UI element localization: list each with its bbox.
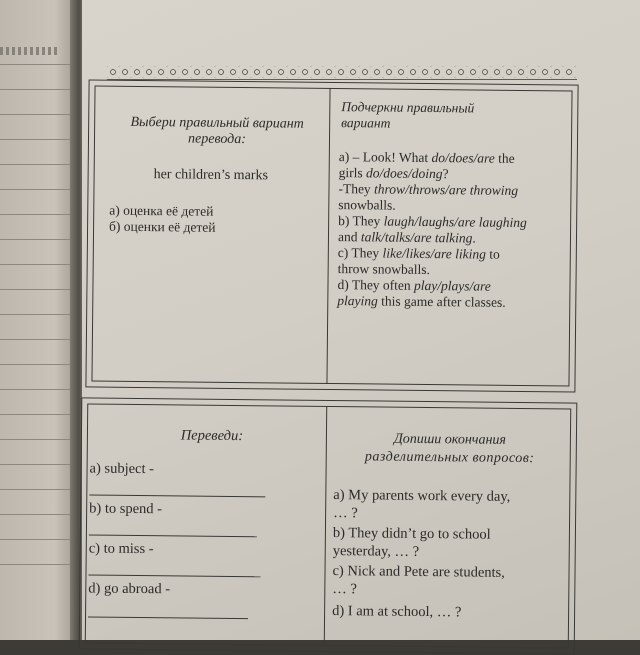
question-line: yesterday, … ? bbox=[332, 543, 420, 560]
question-line: b) They didn’t go to school bbox=[332, 525, 491, 543]
sentence-line: girls do/does/doing? bbox=[338, 165, 449, 182]
top-left-heading-line1: Выбери правильный вариант bbox=[130, 114, 304, 132]
question-line: d) I am at school, … ? bbox=[332, 603, 462, 621]
top-left-option-b: б) оценки её детей bbox=[109, 218, 216, 235]
question-line: … ? bbox=[333, 505, 358, 522]
bottom-left-heading: Переведи: bbox=[180, 427, 244, 445]
top-left-option-a: а) оценка её детей bbox=[109, 202, 214, 219]
left-page-ornament bbox=[0, 47, 60, 55]
top-left-heading-line2: перевода: bbox=[187, 131, 247, 148]
sentence-line: and talk/talks/are talking. bbox=[337, 229, 476, 246]
question-line: … ? bbox=[332, 581, 357, 598]
top-right-heading-line1: Подчеркни правильный bbox=[341, 99, 475, 116]
sentence-line: d) They often play/plays/are bbox=[337, 277, 491, 294]
translate-item-c: c) to miss - bbox=[88, 540, 154, 558]
question-line: c) Nick and Pete are students, bbox=[332, 563, 505, 581]
sentence-line: a) – Look! What do/does/are the bbox=[338, 149, 515, 166]
top-left-phrase: her children’s marks bbox=[153, 167, 269, 184]
sentence-line: playing this game after classes. bbox=[337, 293, 506, 310]
sentence-line: throw snowballs. bbox=[337, 261, 430, 278]
top-table bbox=[85, 79, 578, 392]
question-line: a) My parents work every day, bbox=[333, 487, 511, 505]
sentence-line: b) They laugh/laughs/are laughing bbox=[338, 213, 527, 231]
translate-item-b: b) to spend - bbox=[89, 500, 163, 518]
translate-item-a: a) subject - bbox=[89, 460, 155, 478]
top-right-heading-line2: вариант bbox=[341, 115, 391, 131]
bottom-table bbox=[79, 397, 578, 654]
sentence-line: snowballs. bbox=[338, 197, 396, 213]
page-ornament-border bbox=[107, 66, 577, 78]
left-page-lines bbox=[0, 64, 70, 624]
sentence-line: c) They like/likes/are liking to bbox=[337, 245, 500, 262]
bottom-right-heading-line1: Допиши окончания bbox=[393, 431, 507, 448]
bottom-right-heading-line2: разделительных вопросов: bbox=[364, 449, 535, 467]
translate-item-d: d) go abroad - bbox=[88, 580, 171, 598]
sentence-line: -They throw/throws/are throwing bbox=[338, 181, 519, 198]
left-page bbox=[0, 0, 78, 640]
